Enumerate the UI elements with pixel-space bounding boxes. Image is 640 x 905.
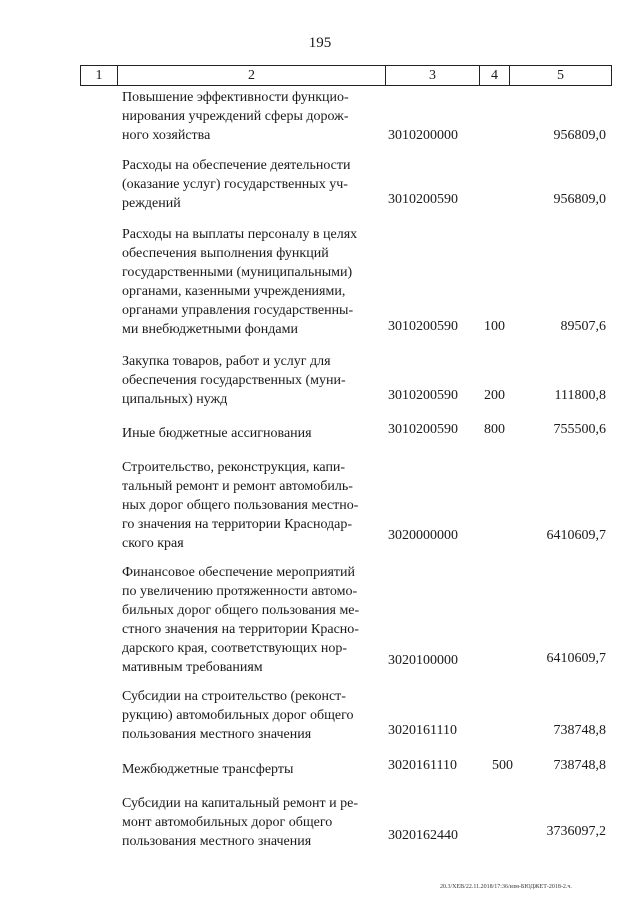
row-description: Строительство, реконструкция, капи- тальный ремонт и ремонт автомобиль- ных дорог общего пользования местно- го значения на территории Краснодар- ского края <box>122 460 359 551</box>
row-description: Финансовое обеспечение мероприятий по увеличению протяженности автомо- бильных дорог общего пользования ме- стного значения на территории Красно- дарского края, соответствующих нор- мативным требованиям <box>122 565 360 675</box>
row-code: 3010200000 <box>388 128 458 143</box>
row-description: Повышение эффективности функцио- нирования учреждений сферы дорож- ного хозяйства <box>122 90 349 143</box>
row-description: Расходы на выплаты персоналу в целях обеспечения выполнения функций государственными (муниципальными) органами, казенными учреждениями, органами управления государственны- ми внебюджетными фондами <box>122 227 358 337</box>
row-amount: 738748,8 <box>553 723 606 738</box>
header-col-5: 5 <box>557 68 564 83</box>
row-code: 3010200590 <box>388 388 458 403</box>
row-description: Иные бюджетные ассигнования <box>122 426 312 441</box>
row-description: Субсидии на строительство (реконст- рукцию) автомобильных дорог общего пользования местного значения <box>122 689 354 742</box>
row-amount: 738748,8 <box>553 758 606 773</box>
row-type: 500 <box>492 758 513 773</box>
row-description: Субсидии на капитальный ремонт и ре- монт автомобильных дорог общего пользования местного значения <box>122 796 358 849</box>
row-amount: 111800,8 <box>554 388 606 403</box>
row-amount: 956809,0 <box>553 192 606 207</box>
row-type: 100 <box>484 319 505 334</box>
row-code: 3020161110 <box>388 723 457 738</box>
row-description: Межбюджетные трансферты <box>122 762 294 777</box>
header-col-1: 1 <box>81 66 118 85</box>
row-code: 3010200590 <box>388 319 458 334</box>
row-amount: 6410609,7 <box>546 651 606 666</box>
row-amount: 755500,6 <box>553 422 606 437</box>
header-col-2: 2 <box>118 66 386 85</box>
row-amount: 3736097,2 <box>546 824 606 839</box>
row-code: 3010200590 <box>388 192 458 207</box>
row-code: 3020100000 <box>388 653 458 668</box>
row-code: 3010200590 <box>388 422 458 437</box>
row-description: Закупка товаров, работ и услуг для обеспечения государственных (муни- ципальных) нужд <box>122 354 346 407</box>
row-description: Расходы на обеспечение деятельности (оказание услуг) государственных уч- реждений <box>122 158 351 211</box>
row-code: 3020000000 <box>388 528 458 543</box>
row-amount: 956809,0 <box>553 128 606 143</box>
row-amount: 6410609,7 <box>546 528 606 543</box>
row-amount: 89507,6 <box>560 319 606 334</box>
row-type: 200 <box>484 388 505 403</box>
table-header <box>80 65 612 86</box>
header-col-4: 4 <box>480 66 510 85</box>
row-code: 3020161110 <box>388 758 457 773</box>
row-type: 800 <box>484 422 505 437</box>
page-number: 195 <box>308 35 332 51</box>
document-footer: 20.3/ХЕВ/22.11.2018/17:36/изм-БЮДЖЕТ-2018-2.ч. <box>440 884 572 890</box>
row-code: 3020162440 <box>388 828 458 843</box>
header-col-3: 3 <box>386 66 480 85</box>
